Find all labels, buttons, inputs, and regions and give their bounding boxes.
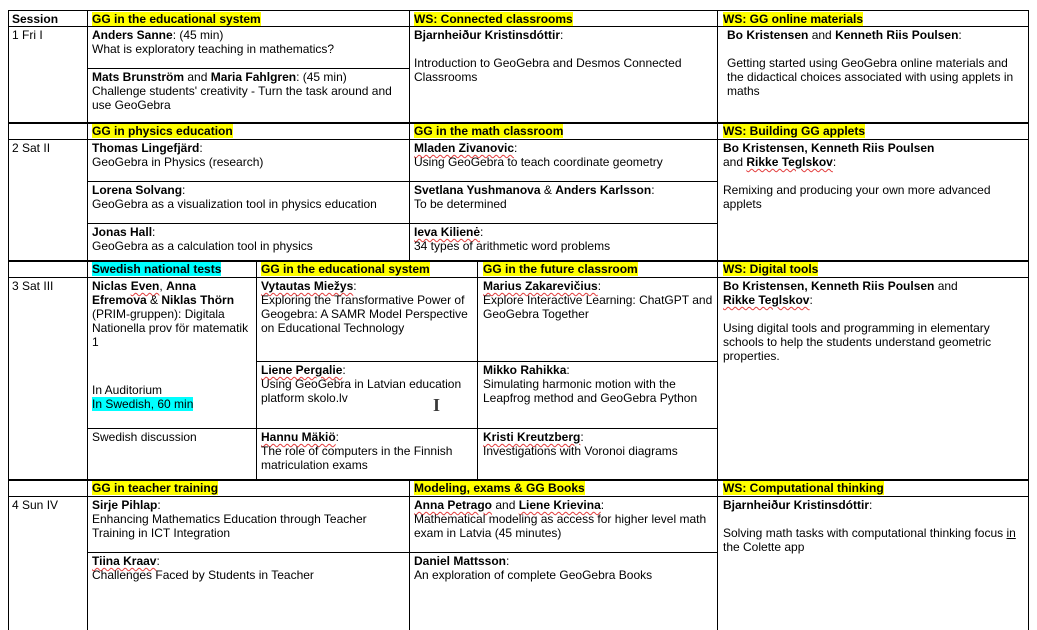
grid-line: [87, 223, 717, 224]
speaker-name: Niklas Thörn: [161, 293, 235, 307]
speaker-name: Tiina Kraav: [92, 554, 157, 568]
punctuation: :: [152, 225, 156, 239]
track-header: [92, 262, 221, 276]
language-note: [92, 397, 193, 411]
track-header: [723, 481, 884, 495]
talk-duration: : (45 min): [296, 70, 347, 84]
session-header: Session: [12, 12, 59, 26]
talk-title: (PRIM-gruppen): Digitala Nationella prov för matematik 1: [92, 307, 249, 349]
speaker-name: Kristi Kreutzberg: [483, 430, 581, 444]
grid-line: [87, 181, 717, 182]
talk-entry: [92, 70, 408, 112]
text-cursor-icon: I: [433, 395, 441, 415]
conjunction: and: [184, 70, 211, 84]
grid-line: [1028, 10, 1029, 630]
talk-title: What is exploratory teaching in mathematics?: [92, 42, 335, 56]
punctuation: :: [600, 498, 605, 512]
conjunction: &: [146, 293, 162, 307]
speaker-name: Rikke Teglskov: [723, 293, 810, 307]
conjunction: and: [492, 498, 519, 512]
talk-title: Using GeoGebra to teach coordinate geometry: [414, 155, 663, 169]
grid-line: [8, 496, 1029, 497]
talk-entry: [483, 430, 713, 458]
track-header: [92, 481, 218, 495]
track-header-label: GG in the educational system: [92, 12, 261, 26]
speaker-name: Mikko Rahikka: [483, 363, 567, 377]
track-header-label: WS: Digital tools: [723, 262, 819, 276]
talk-title: The role of computers in the Finnish matriculation exams: [261, 444, 453, 472]
punctuation: :: [597, 279, 602, 293]
punctuation: :: [342, 363, 346, 377]
talk-entry: [92, 279, 252, 349]
workshop-entry: [414, 28, 714, 84]
speaker-name: Anna Efremova: [92, 279, 197, 307]
talk-duration: : (45 min): [172, 28, 224, 42]
punctuation: :: [832, 155, 837, 169]
track-header-label: WS: Computational thinking: [723, 481, 884, 495]
session-label: 2 Sat II: [12, 141, 51, 155]
talk-title: Solving math tasks with computational thinking focus in the Colette app: [723, 526, 1016, 554]
grid-line: [87, 10, 88, 630]
punctuation: :: [580, 430, 584, 444]
track-header-label: WS: Connected classrooms: [414, 12, 573, 26]
track-header: [414, 481, 585, 495]
talk-title: Using GeoGebra in Latvian education platform skolo.lv: [261, 377, 462, 405]
track-header: [723, 262, 818, 276]
language-label: In Swedish, 60 min: [92, 397, 194, 411]
track-header: [723, 124, 865, 138]
talk-entry: [414, 498, 714, 540]
talk-title: An exploration of complete GeoGebra Books: [414, 568, 653, 582]
speaker-name: Bo Kristensen, Kenneth Riis Poulsen: [723, 141, 935, 155]
track-header-label: GG in the math classroom: [414, 124, 564, 138]
talk-entry: [414, 183, 716, 211]
track-header-label: GG in the future classroom: [483, 262, 638, 276]
speaker-name: Liene Krievina: [518, 498, 601, 512]
grid-line: [8, 26, 1029, 27]
talk-title: GeoGebra in Physics (research): [92, 155, 264, 169]
conjunction: and: [723, 155, 747, 169]
speaker-name: Bjarnheiður Kristinsdóttir: [414, 28, 561, 42]
session-label: 3 Sat III: [12, 279, 54, 293]
grid-line: [87, 552, 717, 553]
track-header: [261, 262, 430, 276]
speaker-name: Anders Karlsson: [555, 183, 652, 197]
talk-title: Challenge students' creativity - Turn the task around and use GeoGebra: [92, 84, 392, 112]
talk-title: Getting started using GeoGebra online materials and the didactical choices associated with using applets in maths: [727, 56, 1014, 98]
talk-entry: [92, 554, 406, 582]
talk-entry: [483, 363, 713, 405]
talk-title: GeoGebra as a calculation tool in physics: [92, 239, 313, 253]
talk-title: Explore Interactive Learning: ChatGPT and GeoGebra Together: [483, 293, 713, 321]
talk-title: 34 types of arithmetic word problems: [414, 239, 611, 253]
punctuation: :: [199, 141, 203, 155]
track-header-label: WS: Building GG applets: [723, 124, 865, 138]
punctuation: :: [480, 225, 484, 239]
workshop-entry: [727, 28, 1025, 98]
speaker-name: Daniel Mattsson: [414, 554, 507, 568]
speaker-name: Niclas Even: [92, 279, 160, 293]
track-header: [723, 12, 863, 26]
grid-line: [87, 68, 409, 69]
punctuation: :: [809, 293, 813, 307]
talk-title: Enhancing Mathematics Education through Teacher Training in ICT Integration: [92, 512, 367, 540]
punctuation: :: [353, 279, 357, 293]
talk-entry: [92, 28, 406, 56]
talk-entry: [261, 279, 473, 335]
speaker-name: Mats Brunström: [92, 70, 185, 84]
punctuation: :: [506, 554, 510, 568]
location: In Auditorium: [92, 383, 163, 397]
grid-line: [409, 479, 410, 630]
talk-title: Simulating harmonic motion with the Leapfrog method and GeoGebra Python: [483, 377, 698, 405]
track-header: [483, 262, 638, 276]
speaker-name: Thomas Lingefjärd: [92, 141, 200, 155]
speaker-name: Bo Kristensen, Kenneth Riis Poulsen: [723, 279, 935, 293]
talk-title: Challenges Faced by Students in Teacher: [92, 568, 314, 582]
session-label: 1 Fri I: [12, 28, 43, 42]
punctuation: :: [182, 183, 186, 197]
talk-title: Introduction to GeoGebra and Desmos Connected Classrooms: [414, 56, 682, 84]
speaker-name: Ieva Kilienė: [414, 225, 481, 239]
talk-entry: [414, 141, 716, 169]
speaker-name: Bjarnheiður Kristinsdóttir: [723, 498, 870, 512]
punctuation: :: [560, 28, 564, 42]
punctuation: :: [566, 363, 570, 377]
speaker-name: Maria Fahlgren: [210, 70, 297, 84]
speaker-name: Mladen Zivanovic: [414, 141, 515, 155]
conjunction: and: [808, 28, 836, 42]
track-header: [92, 124, 233, 138]
speaker-name: Jonas Hall: [92, 225, 153, 239]
speaker-name: Liene Pergalie: [261, 363, 343, 377]
speaker-name: Anders Sanne: [92, 28, 173, 42]
discussion-label: Swedish discussion: [92, 430, 197, 444]
speaker-name: Svetlana Yushmanova: [414, 183, 541, 197]
session-label: 4 Sun IV: [12, 498, 59, 512]
workshop-entry: [723, 279, 1027, 363]
talk-title: Exploring the Transformative Power of Geogebra: A SAMR Model Perspective on Educational Technology: [261, 293, 468, 335]
grid-line: [8, 277, 1029, 278]
conjunction: and: [934, 279, 958, 293]
track-header-label: Modeling, exams & GG Books: [414, 481, 585, 495]
talk-entry: [414, 225, 716, 253]
talk-entry: [92, 183, 392, 211]
speaker-name: Sirje Pihlap: [92, 498, 158, 512]
track-header: [414, 124, 563, 138]
speaker-name: Marius Zakarevičius: [483, 279, 598, 293]
punctuation: :: [869, 498, 873, 512]
track-header-label: Swedish national tests: [92, 262, 222, 276]
talk-entry: [92, 498, 406, 540]
grid-line: [87, 428, 717, 429]
grid-line: [8, 139, 1029, 140]
track-header-label: WS: GG online materials: [723, 12, 864, 26]
punctuation: :: [958, 28, 962, 42]
punctuation: :: [651, 183, 655, 197]
track-header-label: GG in the educational system: [261, 262, 430, 276]
grid-line: [717, 10, 718, 630]
punctuation: :: [514, 141, 518, 155]
talk-entry: [92, 141, 406, 169]
speaker-name: Rikke Teglskov: [746, 155, 833, 169]
talk-entry: [414, 554, 714, 582]
grid-line: [477, 261, 478, 479]
speaker-name: Vytautas Miežys: [261, 279, 354, 293]
speaker-name: Kenneth Riis Poulsen: [835, 28, 959, 42]
punctuation: ,: [159, 279, 167, 293]
talk-title: To be determined: [414, 197, 507, 211]
grid-line: [8, 10, 1029, 11]
talk-title: GeoGebra as a visualization tool in physics education: [92, 197, 377, 211]
speaker-name: Hannu Mäkiö: [261, 430, 336, 444]
grid-line: [8, 10, 9, 630]
conjunction: &: [540, 183, 556, 197]
workshop-entry: [723, 141, 1023, 211]
talk-title: Using digital tools and programming in elementary schools to help the students understand geometric properties.: [723, 321, 992, 363]
talk-title: Mathematical modeling as access for higher level math exam in Latvia (45 minutes): [414, 512, 707, 540]
punctuation: :: [156, 554, 160, 568]
talk-title: Remixing and producing your own more advanced applets: [723, 183, 991, 211]
track-header-label: GG in physics education: [92, 124, 233, 138]
track-header: [92, 12, 261, 26]
track-header: [414, 12, 573, 26]
talk-entry: [261, 363, 473, 405]
speaker-name: Anna Petrago: [414, 498, 493, 512]
talk-title: Investigations with Voronoi diagrams: [483, 444, 678, 458]
talk-entry: [483, 279, 713, 321]
grid-line: [256, 261, 257, 479]
talk-entry: [261, 430, 473, 472]
speaker-name: Lorena Solvang: [92, 183, 183, 197]
schedule-table: [8, 10, 1029, 630]
track-header-label: GG in teacher training: [92, 481, 219, 495]
punctuation: :: [335, 430, 340, 444]
grid-line: [256, 361, 717, 362]
punctuation: :: [157, 498, 161, 512]
talk-entry: [92, 225, 406, 253]
workshop-entry: [723, 498, 1027, 554]
speaker-name: Bo Kristensen: [727, 28, 809, 42]
